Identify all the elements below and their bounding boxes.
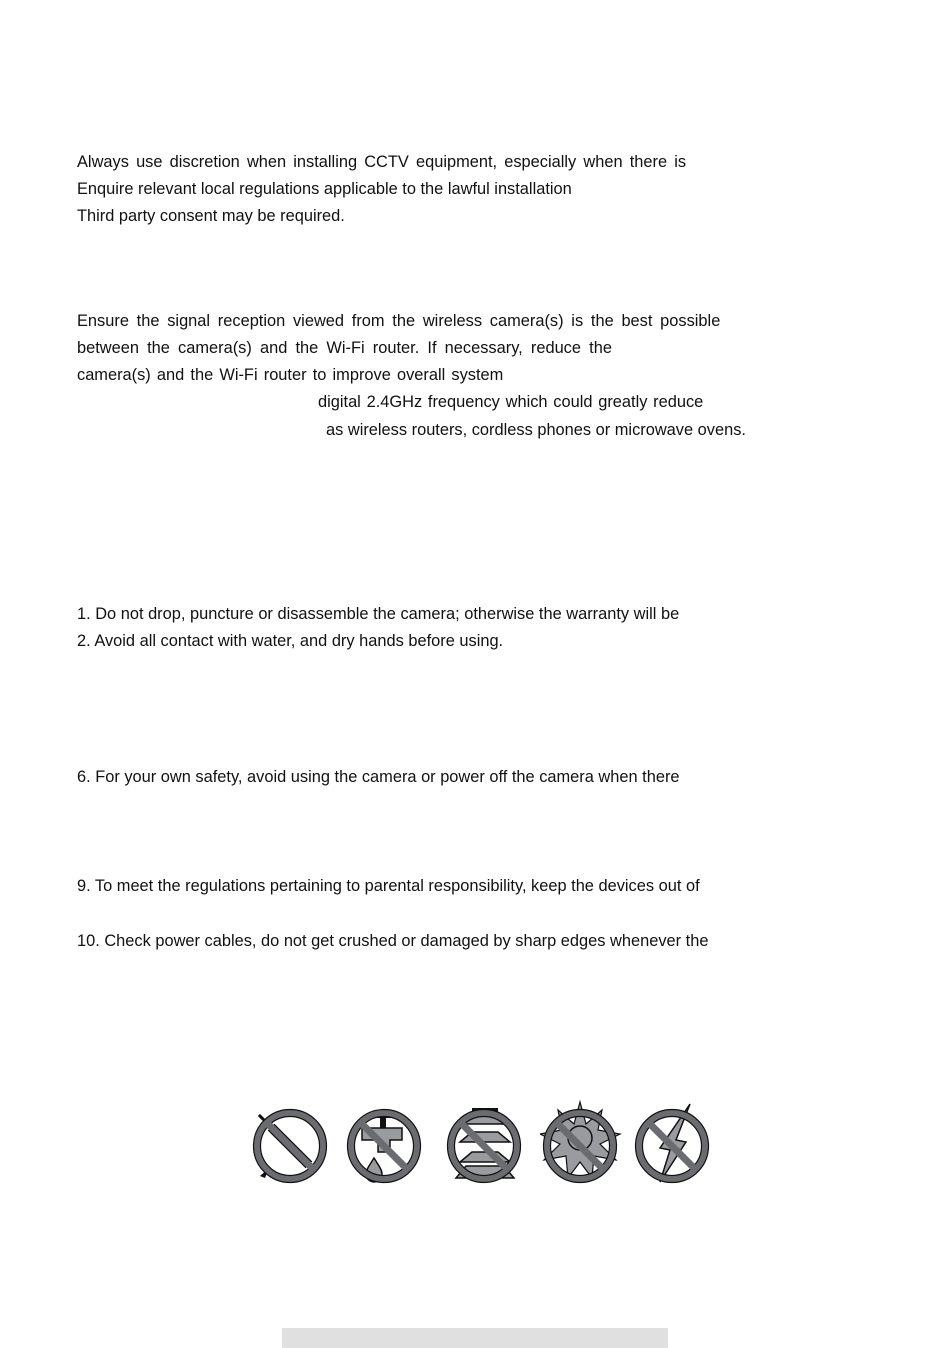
- safety-item-6: 6. For your own safety, avoid using the camera or power off the camera when there: [77, 768, 680, 786]
- paragraph-2-line-5: as wireless routers, cordless phones or microwave ovens.: [326, 421, 746, 439]
- safety-item-1: 1. Do not drop, puncture or disassemble the camera; otherwise the warranty will be: [77, 605, 680, 623]
- no-sunlight-icon: [540, 1100, 622, 1190]
- no-lightning-icon: [632, 1100, 714, 1190]
- paragraph-1-line-3: Third party consent may be required.: [77, 207, 345, 225]
- no-water-icon: [344, 1100, 426, 1190]
- paragraph-1-line-2: Enquire relevant local regulations applicable to the lawful installation: [77, 180, 572, 198]
- no-disassemble-icon: [250, 1100, 332, 1190]
- safety-item-10: 10. Check power cables, do not get crushed or damaged by sharp edges whenever the: [77, 932, 709, 950]
- footer-bar: [282, 1328, 668, 1348]
- paragraph-2-line-4: digital 2.4GHz frequency which could greatly reduce: [318, 393, 704, 411]
- no-stacking-icon: [444, 1100, 526, 1190]
- warning-icons-row: [250, 1100, 720, 1195]
- paragraph-2-line-1: Ensure the signal reception viewed from the wireless camera(s) is the best possible: [77, 312, 721, 330]
- safety-item-2: 2. Avoid all contact with water, and dry hands before using.: [77, 632, 504, 650]
- paragraph-2-line-3: camera(s) and the Wi-Fi router to improve overall system: [77, 366, 504, 384]
- paragraph-2-line-2: between the camera(s) and the Wi-Fi router. If necessary, reduce the: [77, 339, 612, 357]
- safety-item-9: 9. To meet the regulations pertaining to parental responsibility, keep the devices out of: [77, 877, 700, 895]
- paragraph-1-line-1: Always use discretion when installing CCTV equipment, especially when there is: [77, 153, 687, 171]
